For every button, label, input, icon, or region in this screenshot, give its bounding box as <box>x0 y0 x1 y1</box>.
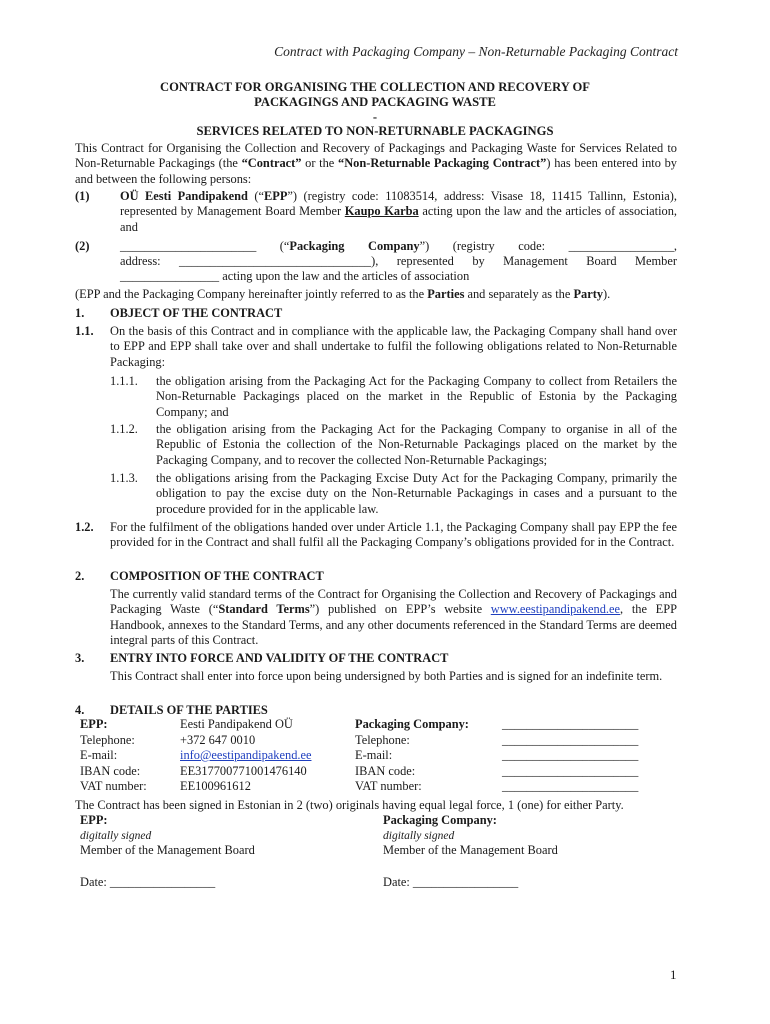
contract-term: “Contract” <box>241 156 302 171</box>
section-3-paragraph: This Contract shall enter into force upon being undersigned by both Parties and is signed for an indefinite term. <box>110 669 663 683</box>
standard-terms-term: Standard Terms <box>218 602 310 617</box>
title-line-1: CONTRACT FOR ORGANISING THE COLLECTION AND RECOVERY OF <box>159 80 591 94</box>
party-1-representative: Kaupo Karba <box>344 204 419 219</box>
title-line-3: SERVICES RELATED TO NON-RETURNABLE PACKAGINGS <box>196 124 554 138</box>
parties-definition <box>75 287 610 302</box>
title-line-2: PACKAGINGS AND PACKAGING WASTE <box>254 95 496 109</box>
pc-signature-date[interactable]: Date: _________________ <box>383 875 519 889</box>
party-2-text-1: (“ <box>256 239 290 253</box>
running-header: Contract with Packaging Company – Non-Returnable Packaging Contract <box>274 44 678 59</box>
pc-vat-label: VAT number: <box>355 779 422 793</box>
clause-1-1-1-text: the obligation arising from the Packaging Act for the Packaging Company to collect from Retailers the Non-Returnable Packagings placed on the market in the Republic of Estonia by the Packaging Company; and <box>156 374 677 419</box>
nrp-contract-term: “Non-Returnable Packaging Contract” <box>338 156 547 171</box>
joint-text-2: and separately as the <box>464 287 574 301</box>
section-4-title: DETAILS OF THE PARTIES <box>110 703 268 717</box>
packaging-company-term: Packaging Company <box>289 239 420 253</box>
party-1-text-1: (“ <box>247 189 264 203</box>
epp-telephone: +372 647 0010 <box>180 733 256 747</box>
pc-name-blank[interactable]: ______________________ <box>502 717 639 731</box>
parties-term: Parties <box>427 287 465 301</box>
party-2-number: (2) <box>75 239 90 253</box>
party-2-name-blank: ______________________ <box>120 239 257 253</box>
page-number: 1 <box>670 967 677 982</box>
intro-text-2: or the <box>301 156 338 171</box>
party-2-line-1 <box>120 239 677 254</box>
pc-telephone-label: Telephone: <box>355 733 410 747</box>
epp-details-heading: EPP: <box>80 717 108 731</box>
section-4-number: 4. <box>75 703 85 717</box>
pc-telephone-blank[interactable]: ______________________ <box>502 733 639 747</box>
party-1-text-3: acting upon the law and the articles of association, and <box>120 204 678 234</box>
section-3-title: ENTRY INTO FORCE AND VALIDITY OF THE CONTRACT <box>110 651 449 665</box>
clause-1-1-2-number: 1.1.2. <box>110 422 138 436</box>
clause-1-1-3-number: 1.1.3. <box>110 471 138 485</box>
section-2-text-3: , the EPP Handbook, annexes to the Standard Terms, and any other documents referenced in the Standard Terms are deemed integral parts of this Contract. <box>110 602 677 648</box>
epp-telephone-label: Telephone: <box>80 733 135 747</box>
clause-1-1-text: On the basis of this Contract and in compliance with the applicable law, the Packaging Company shall hand over to EPP and EPP shall take over and shall undertake to fulfil the following obligations related to Non-Returnable Packaging: <box>110 324 677 369</box>
epp-vat-label: VAT number: <box>80 779 147 793</box>
epp-website-link[interactable]: www.eestipandipakend.ee <box>490 602 621 617</box>
epp-digital-signature: digitally signed <box>80 830 152 842</box>
epp-email-link[interactable]: info@eestipandipakend.ee <box>180 748 312 762</box>
section-2-paragraph <box>110 587 677 649</box>
epp-iban-label: IBAN code: <box>80 764 141 778</box>
pc-iban-label: IBAN code: <box>355 764 416 778</box>
pc-email-blank[interactable]: ______________________ <box>502 748 639 762</box>
clause-1-1-number: 1.1. <box>75 324 94 338</box>
clause-1-2-text: For the fulfilment of the obligations handed over under Article 1.1, the Packaging Company shall pay EPP the fee provided for in the Contract and shall fulfil all the Packaging Company’s obligations provided for in the Contract. <box>110 520 677 550</box>
pc-signature-heading: Packaging Company: <box>383 813 497 827</box>
pc-details-heading: Packaging Company: <box>355 717 469 731</box>
party-2-line-2: address: _______________________________), represented by Management Board Member <box>120 254 677 268</box>
epp-iban: EE317700771001476140 <box>180 764 307 778</box>
party-1-abbr: EPP <box>264 189 288 203</box>
section-2-text-2: ”) published on EPP’s website <box>309 602 491 617</box>
joint-text-1: (EPP and the Packaging Company hereinafter jointly referred to as the <box>75 287 428 301</box>
epp-signature-date[interactable]: Date: _________________ <box>80 875 216 889</box>
clause-1-1-3-text: the obligations arising from the Packaging Excise Duty Act for the Packaging Company, primarily the obligation to pay the excise duty on the Non-Returnable Packagings in cases and a pursuant to the procedure provided for in the applicable law. <box>156 471 677 516</box>
section-1-title: OBJECT OF THE CONTRACT <box>110 306 283 320</box>
pc-signatory-role: Member of the Management Board <box>383 843 558 857</box>
clause-1-1-2-text: the obligation arising from the Packaging Act for the Packaging Company to organise in all of the Republic of Estonia the collection of the Non-Returnable Packagings placed on the market by the Packaging Company, and to recover the collected Non-Returnable Packagings; <box>156 422 677 467</box>
party-1-text-2: ”) (registry code: 11083514, address: Visase 18, 11415 Tallinn, Estonia), represented by Management Board Member <box>120 189 677 219</box>
section-2-number: 2. <box>75 569 85 583</box>
intro-text-3: ) has been entered into by and between the following persons: <box>75 156 677 186</box>
epp-name: Eesti Pandipakend OÜ <box>180 717 293 731</box>
section-2-title: COMPOSITION OF THE CONTRACT <box>110 569 324 583</box>
signing-statement: The Contract has been signed in Estonian in 2 (two) originals having equal legal force, 1 (one) for either Party. <box>75 798 624 812</box>
party-1-name: OÜ Eesti Pandipakend <box>120 189 248 203</box>
clause-1-2-number: 1.2. <box>75 520 94 534</box>
epp-signature-heading: EPP: <box>80 813 108 827</box>
party-1-paragraph <box>120 189 677 235</box>
pc-iban-blank[interactable]: ______________________ <box>502 764 639 778</box>
pc-digital-signature: digitally signed <box>383 830 455 842</box>
party-2-line-3: ________________ acting upon the law and the articles of association <box>120 269 470 283</box>
party-term: Party <box>573 287 604 301</box>
section-1-number: 1. <box>75 306 85 320</box>
pc-vat-blank[interactable]: ______________________ <box>502 779 639 793</box>
epp-vat: EE100961612 <box>180 779 251 793</box>
intro-paragraph <box>75 141 677 187</box>
intro-text-1: This Contract for Organising the Collection and Recovery of Packagings and Packaging Waste for Services Related to Non-Returnable Packagings (the <box>75 141 677 171</box>
epp-email-label: E-mail: <box>80 748 118 762</box>
party-2-text-2: ”) (registry code: _________________, <box>419 239 677 253</box>
section-2-text-1: The currently valid standard terms of the Contract for Organising the Collection and Recovery of Packagings and Packaging Waste (“ <box>110 587 677 617</box>
clause-1-1-1-number: 1.1.1. <box>110 374 138 388</box>
joint-text-3: ). <box>603 287 611 301</box>
pc-email-label: E-mail: <box>355 748 393 762</box>
title-dash: - <box>372 110 378 124</box>
epp-signatory-role: Member of the Management Board <box>80 843 255 857</box>
section-3-number: 3. <box>75 651 85 665</box>
party-1-number: (1) <box>75 189 90 203</box>
